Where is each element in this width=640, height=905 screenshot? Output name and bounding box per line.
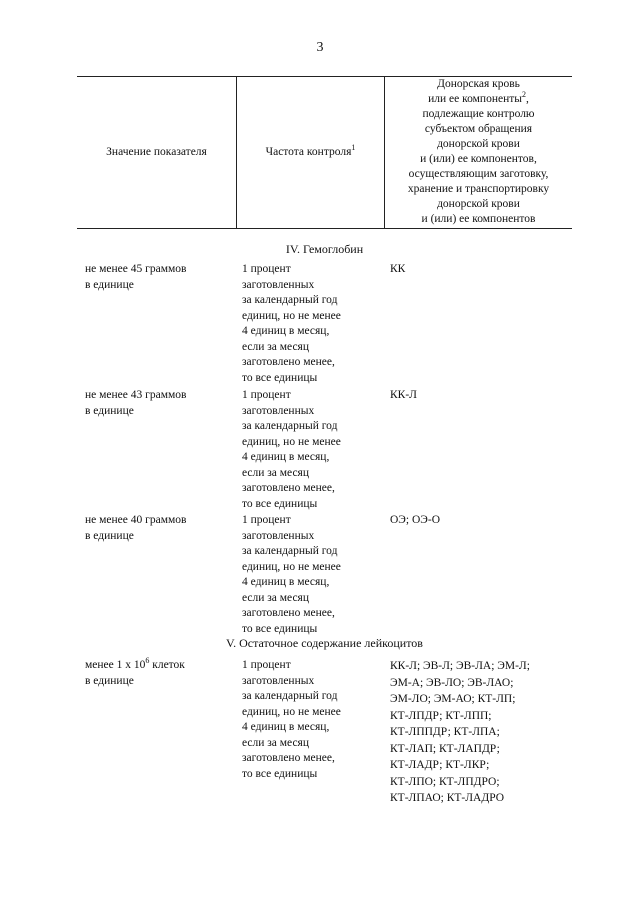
header-bottom-rule: [77, 228, 572, 229]
row-frequency: 1 процент заготовленных за календарный год единиц, но не менее 4 единиц в месяц, если за месяц заготовлено менее, то все единицы: [242, 389, 341, 510]
row-components: КК: [390, 263, 406, 275]
row-value-suffix: клеток в единице: [85, 659, 185, 687]
row-components: КК-Л; ЭВ-Л; ЭВ-ЛА; ЭМ-Л; ЭМ-А; ЭВ-ЛО; ЭВ-ЛАО; ЭМ-ЛО; ЭМ-АО; КТ-ЛП; КТ-ЛПДР; КТ-ЛПП; КТ-ЛППДР; КТ-ЛПА; КТ-ЛАП; КТ-ЛАПДР; КТ-ЛАДР; КТ-ЛКР; КТ-ЛПО; КТ-ЛПДРО; КТ-ЛПАО; КТ-ЛАДРО: [390, 660, 530, 804]
page-number: 3: [316, 40, 324, 55]
row-frequency: 1 процент заготовленных за календарный год единиц, но не менее 4 единиц в месяц, если за месяц заготовлено менее, то все единицы: [242, 659, 341, 780]
row-value-exponent: 6: [145, 656, 150, 666]
section-title-hemoglobin: IV. Гемоглобин: [285, 242, 364, 256]
footnote-marker-1: 1: [351, 142, 356, 152]
header-frequency-column: [237, 76, 384, 228]
footnote-marker-2: 2: [522, 90, 526, 100]
header-value-column: [77, 76, 236, 228]
row-components: КК-Л: [390, 389, 417, 401]
row-value: [85, 658, 235, 689]
row-value: не менее 45 граммов в единице: [85, 263, 187, 291]
row-value: не менее 40 граммов в единице: [85, 514, 187, 542]
row-frequency: 1 процент заготовленных за календарный год единиц, но не менее 4 единиц в месяц, если за месяц заготовлено менее, то все единицы: [242, 263, 341, 384]
header-value-label: Значение показателя: [106, 145, 207, 158]
header-components-label-b: , подлежащие контролю субъектом обращения донорской крови и (или) ее компонентов, осуществляющим заготовку, хранение и транспортировку донорской крови и (или) ее компонентов: [407, 93, 550, 225]
row-value-prefix: менее 1 х 10: [85, 659, 146, 671]
header-frequency-label: Частота контроля: [265, 145, 352, 158]
row-components: ОЭ; ОЭ-О: [390, 514, 440, 526]
header-components-label-a: Донорская кровь или ее компоненты: [428, 78, 522, 105]
header-components-column: [385, 76, 572, 228]
row-value: не менее 43 граммов в единице: [85, 389, 187, 417]
row-frequency: 1 процент заготовленных за календарный год единиц, но не менее 4 единиц в месяц, если за месяц заготовлено менее, то все единицы: [242, 514, 341, 635]
section-title-leukocytes: V. Остаточное содержание лейкоцитов: [226, 636, 423, 650]
